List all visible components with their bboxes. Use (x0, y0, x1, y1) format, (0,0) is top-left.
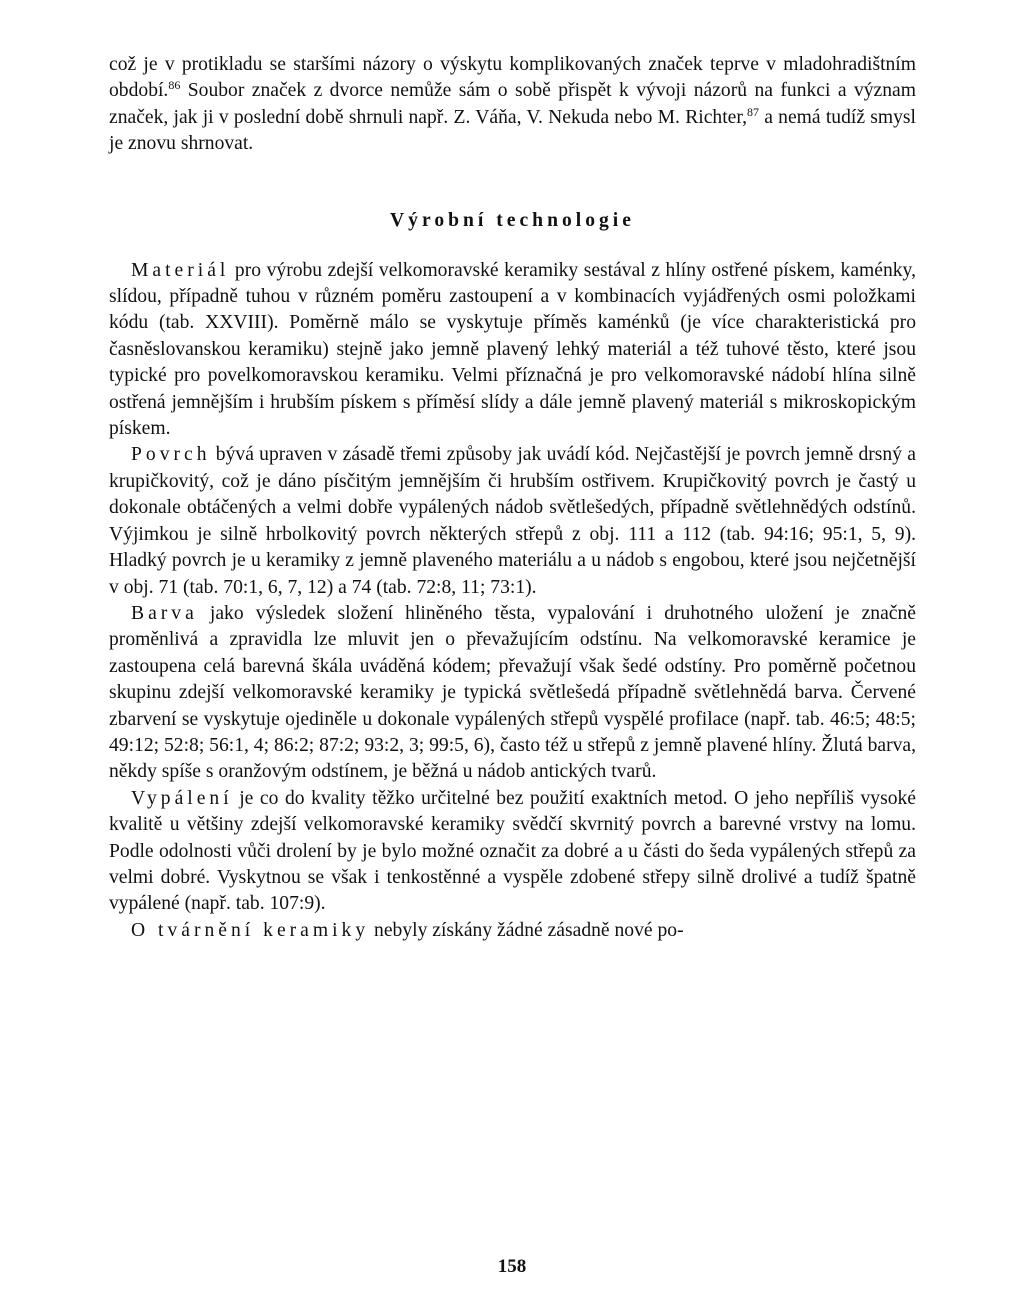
intro-paragraph (109, 52, 916, 158)
paragraph-vypaleni (109, 786, 916, 918)
intro-text-3: a nemá tudíž smysl je znovu shrnovat. (109, 106, 916, 155)
paragraph-text-material: pro výrobu zdejší velkomoravské keramiky sestával z hlíny ostřené pískem, kaménky, slídou, případně tuhou v různém poměru zastoupení a v kombinacích vyjádřených osmi položkami kódu (tab. XXVIII). Poměrně málo se vyskytuje příměs kaménků (je více charakteristická pro časněslovanskou keramiku) stejně jako jemně plavený lehký materiál a též tuhové těsto, které jsou typické pro povelkomoravskou keramiku. Velmi příznačná je pro velkomoravské nádobí hlína silně ostřená jemnějším i hrubším pískem s příměsí slídy a dále jemně plavený materiál s mikroskopickým pískem. (109, 259, 916, 440)
lead-word-vypaleni: Vypálení (131, 787, 233, 809)
footnote-ref-86: 86 (168, 78, 181, 93)
section-heading: Výrobní technologie (390, 209, 635, 231)
paragraph-text-barva: jako výsledek složení hliněného těsta, vypalování i druhotného uložení je značně proměnlivá a zpravidla lze mluvit jen o převažujícím odstínu. Na velkomoravské keramice je zastoupena celá barevná škála uváděná kódem; převažují však šedé odstíny. Pro poměrně početnou skupinu zdejší velkomoravské keramiky je typická světlešedá případně světlehnědá barva. Červené zbarvení se vyskytuje ojediněle u dokonale vypálených střepů vyspělé profilace (např. tab. 46:5; 48:5; 49:12; 52:8; 56:1, 4; 86:2; 87:2; 93:2, 3; 99:5, 6), často též u střepů z jemně plavené hlíny. Žlutá barva, někdy spíše s oranžovým odstínem, je běžná u nádob antických tvarů. (109, 602, 916, 783)
paragraph-material (109, 258, 916, 443)
lead-word-tvarneni: O tvárnění keramiky (131, 919, 370, 941)
paragraph-barva (109, 601, 916, 786)
paragraph-povrch (109, 442, 916, 600)
lead-word-material: Materiál (131, 259, 230, 281)
paragraph-text-povrch: bývá upraven v zásadě třemi způsoby jak uvádí kód. Nejčastější je povrch jemně drsný a krupičkovitý, což je dáno písčitým jemnějším či hrubším ostřivem. Krupičkovitý povrch je častý u dokonale obtáčených a velmi dobře vypálených nádob světlešedých, případně světlehnědých odstínů. Výjimkou je silně hrbolkovitý povrch některých střepů z obj. 111 a 112 (tab. 94:16; 95:1, 5, 9). Hladký povrch je u keramiky z jemně plaveného materiálu a u nádob s engobou, které jsou nejčetnější v obj. 71 (tab. 70:1, 6, 7, 12) a 74 (tab. 72:8, 11; 73:1). (109, 444, 916, 598)
intro-text-2: Soubor značek z dvorce nemůže sám o sobě přispět k vývoji názorů na funkci a význam značek, jak ji v poslední době shrnuli např. Z. Váňa, V. Nekuda nebo M. Richter, (109, 80, 916, 128)
lead-word-barva: Barva (131, 602, 198, 624)
paragraph-text-tvarneni: nebyly získány žádné zásadně nové po- (369, 919, 684, 941)
paragraph-tvarneni (109, 918, 916, 944)
intro-text-1: což je v protikladu se staršími názory o výskytu komplikovaných značek teprve v mladohradištním období. (109, 54, 916, 102)
paragraph-text-vypaleni: je co do kvality těžko určitelné bez použití exaktních metod. O jeho nepříliš vysoké kvalitě u většiny zdejší velkomoravské keramiky svědčí skvrnitý povrch a barevné vrstvy na lomu. Podle odolnosti vůči drolení by je bylo možné označit za dobré a u části do šeda vypálených střepů za velmi dobré. Vyskytnou se však i tenkostěnné a vyspěle zdobené střepy silně drolivé a tudíž špatně vypálené (např. tab. 107:9). (109, 787, 916, 915)
lead-word-povrch: Povrch (131, 444, 211, 466)
footnote-ref-87: 87 (746, 104, 759, 119)
page-number: 158 (497, 1256, 527, 1277)
page-content (109, 52, 916, 944)
